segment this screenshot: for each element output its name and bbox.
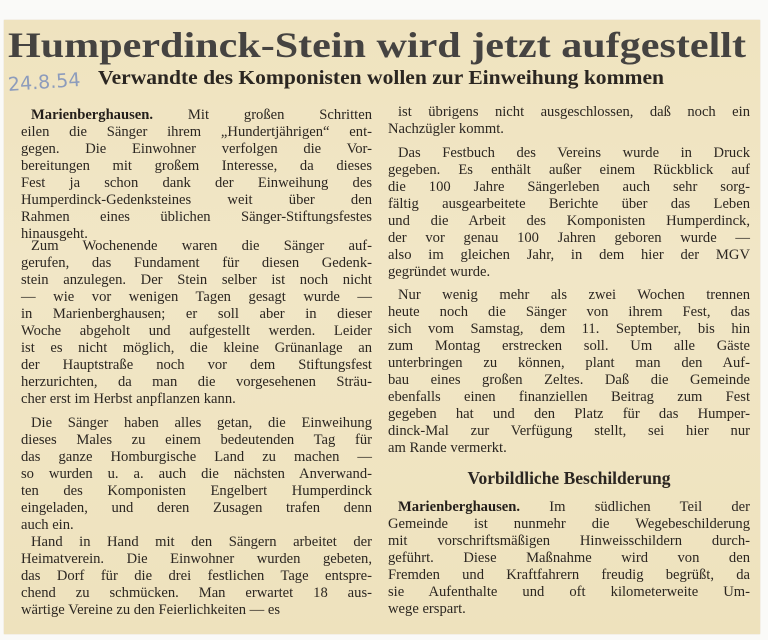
line-text: Heimatverein. Die Einwohner wurden gebeten, (21, 551, 372, 567)
text-line (388, 213, 750, 229)
line-text: Das Festbuch des Vereins wurde in Druck (398, 145, 750, 161)
text-line (388, 321, 750, 337)
dateline: Marienberghausen. (31, 107, 154, 123)
line-text: auch ein. (21, 517, 74, 533)
line-text: cher erst im Herbst anpflanzen kann. (21, 391, 236, 407)
line-text: sich vom Samstag, dem 11. September, bis hin (388, 321, 750, 337)
line-text: mit vorschriftsmäßigen Hinweisschildern durch- (388, 533, 750, 549)
line-text: herzurichten, da man die vorgesehenen Sträu- (21, 374, 372, 390)
line-text: Gemeinde ist nunmehr die Wegebeschilderung (388, 516, 750, 532)
text-line (21, 340, 372, 356)
text-line (388, 247, 750, 263)
text-line (21, 306, 372, 322)
line-text: ist es nicht möglich, die kleine Grünanlage an (21, 340, 372, 356)
line-text: am Rande vermerkt. (388, 440, 507, 456)
line-text: sie Aufenthalte und oft kilometerweite Um- (388, 584, 750, 600)
text-line (21, 391, 372, 407)
text-line (31, 415, 372, 431)
text-line (21, 483, 372, 499)
text-line (398, 499, 750, 515)
text-line (388, 567, 750, 583)
line-text: Rahmen eines üblichen Sänger-Stiftungsfestes (21, 209, 372, 225)
text-line (21, 158, 372, 174)
text-line (388, 601, 750, 617)
line-text: also im gleichen Jahr, in dem hier der MGV (388, 247, 750, 263)
text-line (398, 287, 750, 303)
text-line (388, 162, 750, 178)
line-text: hinausgeht. (21, 226, 88, 242)
text-line (21, 175, 372, 191)
line-text: dieses Males zu einem bedeutenden Tag für (21, 432, 372, 448)
text-line (388, 389, 750, 405)
text-line (21, 255, 372, 271)
text-line (388, 179, 750, 195)
line-text: der Hauptstraße noch vor dem Stiftungsfest (21, 357, 372, 373)
text-line (388, 338, 750, 354)
text-line (21, 272, 372, 288)
line-text: wärtige Vereine zu den Feierlichkeiten — es (21, 602, 281, 618)
right-column (388, 0, 750, 640)
text-line (388, 550, 750, 566)
text-line (21, 585, 372, 601)
line-text: geführt. Diese Maßnahme wird von den (388, 550, 750, 566)
handwritten-date: 24.8.54 (7, 68, 82, 96)
text-line (21, 209, 372, 225)
line-text: das ganze Homburgische Land zu machen — (21, 449, 372, 465)
text-line (21, 432, 372, 448)
line-text: das Dorf für die drei festlichen Tage entspre- (21, 568, 372, 584)
line-text: — wie vor wenigen Tagen gesagt wurde — (21, 289, 372, 305)
text-line (21, 357, 372, 373)
line-text: und die Arbeit des Komponisten Humperdinck, (388, 213, 750, 229)
text-line (388, 584, 750, 600)
second-article-heading: Vorbildliche Beschilderung (467, 468, 671, 488)
text-line (21, 192, 372, 208)
line-text: so wurden u. a. auch die nächsten Anverwand- (21, 466, 372, 482)
text-line (388, 264, 750, 280)
text-line (21, 124, 372, 140)
text-line (21, 141, 372, 157)
line-text: ist übrigens nicht ausgeschlossen, daß noch ein (398, 104, 750, 120)
text-line (398, 145, 750, 161)
text-line (21, 466, 372, 482)
line-text: gegeben hat und den Platz für das Humper- (388, 406, 750, 422)
text-line (388, 440, 750, 456)
text-line (388, 516, 750, 532)
line-text: zum Montag erstrecken soll. Um alle Gäste (388, 338, 750, 354)
text-line (21, 289, 372, 305)
line-text: Fremden und Kraftfahrern freudig begrüßt, da (388, 567, 750, 583)
text-line (21, 323, 372, 339)
line-text: heute noch die Sänger von ihrem Fest, das (388, 304, 750, 320)
line-text: gegen. Die Einwohner verfolgen die Vor- (21, 141, 372, 157)
subtitle: Verwandte des Komponisten wollen zur Einweihung kommen (98, 67, 664, 89)
line-text: dinck-Mal zur Verfügung stellt, sei hier nur (388, 423, 750, 439)
text-line (21, 568, 372, 584)
text-line (31, 238, 372, 254)
line-text: der vor genau 100 Jahren geboren wurde — (388, 230, 750, 246)
line-text: chend zu schmücken. Man erwartet 18 aus- (21, 585, 372, 601)
line-text: gegeben. Es enthält außer einem Rückblick auf (388, 162, 750, 178)
line-text: wege erspart. (388, 601, 466, 617)
line-text: ebenfalls einen finanziellen Beitrag zum Fest (388, 389, 750, 405)
line-text: Mit großen Schritten (153, 107, 372, 123)
text-line (388, 121, 750, 137)
line-text: Woche abgeholt und aufgestellt werden. Leider (21, 323, 372, 339)
line-text: ten des Komponisten Engelbert Humperdinck (21, 483, 372, 499)
dateline: Marienberghausen. (398, 499, 521, 515)
line-text: die 100 Jahre Sängerleben auch sehr sorg- (388, 179, 750, 195)
text-line (388, 230, 750, 246)
text-line (388, 406, 750, 422)
text-line (21, 517, 372, 533)
text-line (388, 372, 750, 388)
line-text: bau eines großen Zeltes. Daß die Gemeinde (388, 372, 750, 388)
text-line (21, 500, 372, 516)
text-line (21, 374, 372, 390)
left-column (21, 0, 372, 640)
text-line (388, 423, 750, 439)
line-text: Nur wenig mehr als zwei Wochen trennen (398, 287, 750, 303)
text-line (388, 355, 750, 371)
line-text: gegründet wurde. (388, 264, 491, 280)
text-line (31, 534, 372, 550)
text-line (388, 196, 750, 212)
line-text: Die Sänger haben alles getan, die Einweihung (31, 415, 372, 431)
line-text: stein anzulegen. Der Stein selber ist noch nicht (21, 272, 372, 288)
text-line (31, 107, 372, 123)
text-line (21, 551, 372, 567)
text-line (21, 449, 372, 465)
text-line (388, 533, 750, 549)
line-text: fältig ausgearbeitete Berichte über das Leben (388, 196, 750, 212)
line-text: Fest ja schon dank der Einweihung des (21, 175, 372, 191)
line-text: gerufen, das Fundament für diesen Gedenk- (21, 255, 372, 271)
line-text: in Marienberghausen; er soll aber in dieser (21, 306, 372, 322)
text-line (398, 104, 750, 120)
line-text: Humperdinck-Gedenksteines weit über den (21, 192, 372, 208)
line-text: eingeladen, und deren Zusagen trafen denn (21, 500, 372, 516)
text-line (21, 602, 372, 618)
headline: Humperdinck-Stein wird jetzt aufgestellt (8, 25, 747, 65)
line-text: Im südlichen Teil der (520, 499, 750, 515)
line-text: Nachzügler kommt. (388, 121, 504, 137)
line-text: Hand in Hand mit den Sängern arbeitet der (31, 534, 372, 550)
text-line (388, 304, 750, 320)
line-text: unterbringen zu können, plant man den Auf- (388, 355, 750, 371)
line-text: Zum Wochenende waren die Sänger auf- (31, 238, 372, 254)
line-text: eilen die Sänger ihrem „Hundertjährigen“ ent- (21, 124, 372, 140)
line-text: bereitungen mit großem Interesse, da dieses (21, 158, 372, 174)
